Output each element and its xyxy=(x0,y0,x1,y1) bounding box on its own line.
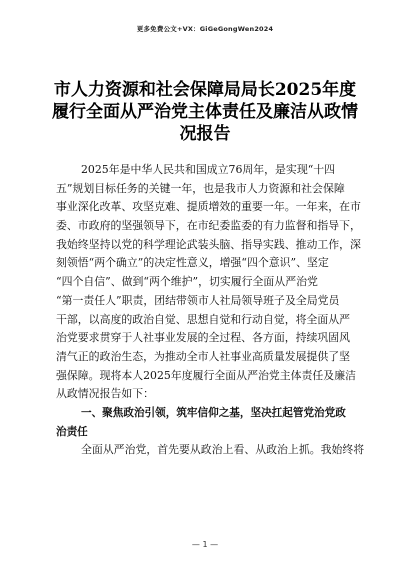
document-title xyxy=(40,79,370,145)
header-note: 更多免费公文+VX：GiGeGongWen2024 xyxy=(136,25,274,33)
title-line: 况报告 xyxy=(179,124,231,144)
section-heading: 一、聚焦政治引领，筑牢信仰之基，坚决扛起管党治党政 xyxy=(81,406,346,419)
paragraph-line: 强保障。现将本人2025年度履行全面从严治党主体责任及廉洁 xyxy=(56,368,356,382)
paragraph-line: 五”规划目标任务的关键一年，也是我市人力资源和社会保障 xyxy=(56,181,345,195)
title-line: 履行全面从严治党主体责任及廉洁从政情 xyxy=(52,102,358,122)
paragraph-line: 委、市政府的坚强领导下，在市纪委监委的有力监督和指导下， xyxy=(56,219,361,233)
paragraph-line: 2025年是中华人民共和国成立76周年，是实现“十四 xyxy=(81,163,336,176)
paragraph-line: “第一责任人”职责，团结带领市人社局领导班子及全局党员 xyxy=(56,293,340,307)
paragraph-line: 从政情况报告如下： xyxy=(56,387,155,401)
document-body xyxy=(56,161,365,460)
title-line: 市人力资源和社会保障局局长2025年度 xyxy=(53,80,357,100)
paragraph-line: 治党要求贯穿于人社事业发展的全过程、各方面，持续巩固风 xyxy=(56,331,351,345)
paragraph-line: 全面从严治党，首先要从政治上看、从政治上抓。我始终将 xyxy=(81,443,365,457)
paragraph-line: “四个自信”、做到“两个维护”，切实履行全面从严治党 xyxy=(56,275,318,289)
paragraph-line: 清气正的政治生态，为推动全市人社事业高质量发展提供了坚 xyxy=(56,349,351,363)
paragraph-line: 事业深化改革、攻坚克难、提质增效的重要一年。一年来，在市 xyxy=(56,200,361,214)
paragraph-line: 刻领悟“两个确立”的决定性意义，增强“四个意识”、坚定 xyxy=(56,256,329,270)
section-heading: 治责任 xyxy=(56,425,88,438)
paragraph-line: 干部，以高度的政治自觉、思想自觉和行动自觉，将全面从严 xyxy=(56,312,351,326)
page-number: — 1 — xyxy=(191,540,219,549)
paragraph-line: 我始终坚持以党的科学理论武装头脑、指导实践、推动工作，深 xyxy=(56,237,361,251)
